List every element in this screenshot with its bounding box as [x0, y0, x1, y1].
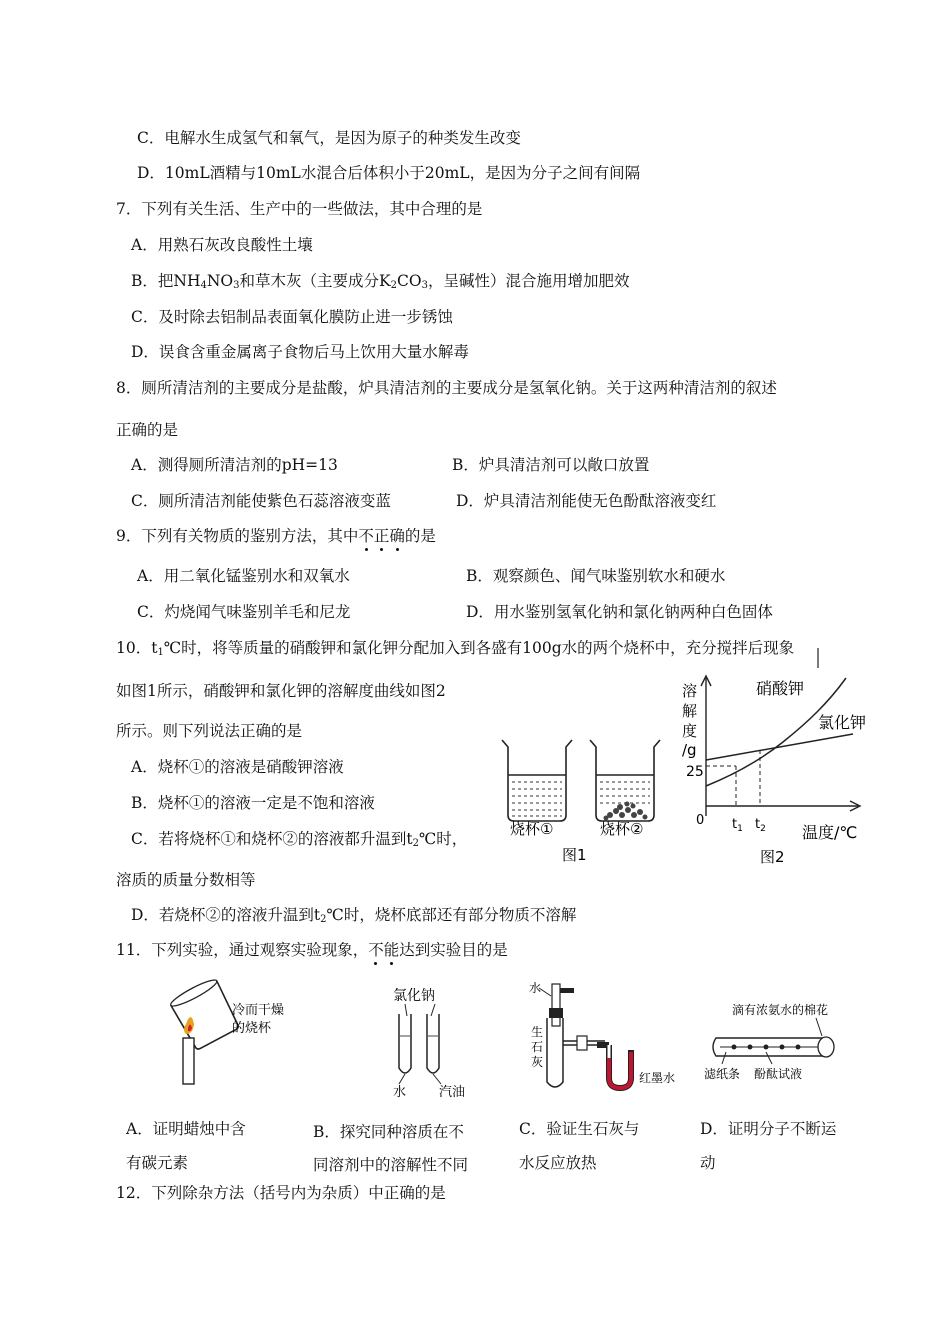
tick-t2: $t_2$ [755, 817, 766, 834]
test-tube [547, 1018, 563, 1087]
q11-option-c-line2: 水反应放热 [519, 1154, 597, 1172]
y-label-3: 度 [682, 722, 698, 740]
stopper [549, 1008, 563, 1018]
q9-option-a: A．用二氧化锰鉴别水和双氧水 [137, 567, 350, 585]
q6-option-d: D．10mL酒精与10mL水混合后体积小于20mL，是因为分子之间有间隔 [137, 164, 641, 182]
figure-1-caption: 图1 [562, 846, 587, 864]
q7-stem: 7．下列有关生活、生产中的一些做法，其中合理的是 [116, 200, 483, 218]
q10-stem-line2: 如图1所示，硝酸钾和氯化钾的溶解度曲线如图2 [116, 682, 446, 700]
q10-option-d: D．若烧杯②的溶液升温到$t_2℃$时，烧杯底部还有部分物质不溶解 [131, 906, 577, 925]
q6-option-c: C．电解水生成氢气和氧气，是因为原子的种类发生改变 [137, 129, 521, 147]
q9-option-b: B．观察颜色、闻气味鉴别软水和硬水 [466, 567, 726, 585]
paper-label: 滤纸条 [704, 1067, 741, 1081]
q11-option-b-line2: 同溶剂中的溶解性不同 [313, 1156, 469, 1174]
q9-stem: 9．下列有关物质的鉴别方法，其中不正确的是 [116, 527, 436, 545]
label-potassium-chloride: 氯化钾 [818, 713, 867, 732]
figure-2-solubility-chart [678, 648, 870, 870]
q8-option-c: C．厕所清洁剂能使紫色石蕊溶液变蓝 [131, 492, 391, 510]
q7-option-d: D．误食含重金属离子食物后马上饮用大量水解毒 [131, 343, 469, 361]
solute-label: 氯化钠 [393, 988, 435, 1004]
q11-stem: 11．下列实验，通过观察实验现象，不能达到实验目的是 [116, 941, 508, 959]
figure-2-caption: 图2 [760, 848, 785, 866]
y-label-1: 溶 [682, 682, 698, 700]
gasoline-label: 汽油 [439, 1085, 466, 1098]
test-tube-gasoline [427, 1014, 439, 1073]
q7-option-c: C．及时除去铝制品表面氧化膜防止进一步锈蚀 [131, 308, 453, 326]
red-ink-label: 红墨水 [639, 1071, 676, 1085]
lime-label-1: 生 [531, 1025, 544, 1039]
dropper [552, 984, 560, 1026]
water-label: 水 [529, 981, 542, 995]
q11-option-a-line1: A．证明蜡烛中含 [126, 1120, 246, 1138]
q8-stem-line1: 8．厕所清洁剂的主要成分是盐酸，炉具清洁剂的主要成分是氢氧化钠。关于这两种清洁剂的叙述 [116, 379, 777, 397]
lime-label-2: 石 [531, 1040, 544, 1054]
q11-option-b-line1: B．探究同种溶质在不 [313, 1123, 464, 1141]
undissolved-solid [604, 802, 648, 821]
q8-option-b: B．炉具清洁剂可以敞口放置 [452, 456, 650, 474]
q9-option-c: C．灼烧闻气味鉴别羊毛和尼龙 [137, 603, 351, 621]
figure-a-candle-beaker [160, 972, 310, 1092]
q10-option-c: C．若将烧杯①和烧杯②的溶液都升温到$t_2℃$时， [131, 830, 468, 849]
q10-option-b: B．烧杯①的溶液一定是不饱和溶液 [131, 794, 375, 812]
q10-option-c-cont: 溶质的质量分数相等 [116, 871, 256, 889]
figure-c-quicklime-utube [525, 978, 685, 1094]
y-tick-25: 25 [686, 764, 704, 780]
q10-option-a: A．烧杯①的溶液是硝酸钾溶液 [131, 758, 344, 776]
beaker-1-label: 烧杯① [510, 820, 554, 838]
inverted-beaker [168, 976, 241, 1051]
figure-1-beakers [490, 735, 690, 870]
water-label: 水 [393, 1085, 407, 1098]
y-label-2: 解 [682, 702, 698, 720]
candle [183, 1038, 194, 1084]
q7-option-a: A．用熟石灰改良酸性土壤 [131, 236, 313, 254]
x-axis-label: 温度/℃ [802, 823, 858, 842]
phenolphthalein-label: 酚酞试液 [754, 1067, 803, 1081]
q11-option-c-line1: C．验证生石灰与 [519, 1120, 640, 1138]
lime-label-3: 灰 [531, 1055, 544, 1069]
q10-stem-line1: 10．$t_1℃$时，将等质量的硝酸钾和氯化钾分配加入到各盛有100g水的两个烧杯中，充分搅拌后现象 [116, 639, 795, 658]
origin-label: 0 [696, 813, 705, 828]
q8-option-a: A．测得厕所清洁剂的pH=13 [131, 456, 338, 474]
q11-option-d-line1: D．证明分子不断运 [700, 1120, 837, 1138]
q11-option-d-line2: 动 [700, 1154, 716, 1172]
q7-option-b: B．把$NH_4NO_3$和草木灰（主要成分$K_2CO_3$，呈碱性）混合施用增加肥效 [131, 272, 630, 291]
figure-d-ammonia-tube [700, 996, 850, 1086]
cotton [818, 1037, 834, 1057]
beaker-2-label: 烧杯② [600, 820, 644, 838]
beaker-1 [502, 740, 572, 821]
label-potassium-nitrate: 硝酸钾 [756, 679, 805, 698]
tick-t1: $t_1$ [732, 817, 743, 834]
y-label-4: /g [682, 741, 697, 759]
cotton-label: 滴有浓氨水的棉花 [732, 1003, 829, 1017]
figure-b-test-tubes [365, 980, 475, 1098]
q8-option-d: D．炉具清洁剂能使无色酚酞溶液变红 [456, 492, 717, 510]
beaker-label-1: 冷而干燥 [232, 1003, 285, 1018]
q9-option-d: D．用水鉴别氢氧化钠和氯化钠两种白色固体 [466, 603, 773, 621]
curve-potassium-chloride [706, 734, 853, 760]
q8-stem-line2: 正确的是 [116, 421, 179, 439]
test-tube-water [399, 1014, 411, 1073]
beaker-2 [590, 740, 660, 821]
beaker-label-2: 的烧杯 [232, 1021, 272, 1036]
q12-stem: 12．下列除杂方法（括号内为杂质）中正确的是 [116, 1184, 446, 1202]
q11-option-a-line2: 有碳元素 [126, 1154, 189, 1172]
q10-stem-line3: 所示。则下列说法正确的是 [116, 722, 303, 740]
